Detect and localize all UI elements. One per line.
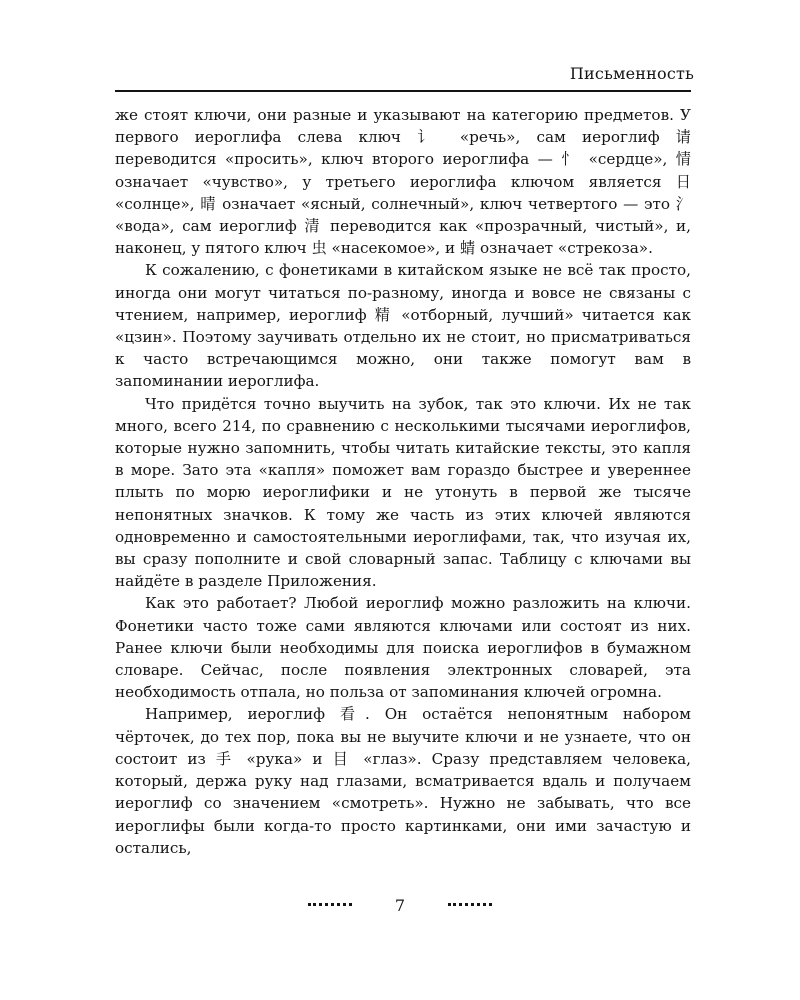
header-rule: [115, 90, 691, 92]
paragraph-how-it-works: Как это работает? Любой иероглиф можно разложить на ключи. Фонетики часто тоже сами являются ключами или состоят из них. Ранее ключи были необходимы для поиска иероглифов в бумажном словаре. Сейчас, после появления электронных словарей, эта необходимость отпала, но польза от запоминания ключей огромна.: [115, 594, 691, 702]
page-footer: [0, 896, 800, 915]
paragraph-phonetics: К сожалению, с фонетиками в китайском языке не всё так просто, иногда они могут читаться по-разному, иногда и вовсе не связаны с чтением, например, иероглиф 精 «отборный, лучший» читается как «цзин». Поэтому заучивать отдельно их не стоит, но присматриваться к часто встречающимся можно, они также помогут вам в запоминании иероглифа.: [115, 261, 691, 391]
running-header: Письменность: [569, 64, 694, 83]
page-number: 7: [394, 896, 406, 915]
paragraph-continued: же стоят ключи, они разные и указывают на категорию предметов. У первого иероглифа слева ключ 讠 «речь», сам иероглиф 请 переводится «просить», ключ второго иероглифа — 忄 «сердце», 情 означает «чувство», у третьего иероглифа ключом является 日 «солнце», 晴 означает «ясный, солнечный», ключ четвертого — это 氵 «вода», сам иероглиф 清 переводится как «прозрачный, чистый», и, наконец, у пятого ключ 虫 «насекомое», и 蜻 означает «стрекоза».: [115, 106, 691, 258]
paragraph-radicals: Что придётся точно выучить на зубок, так это ключи. Их не так много, всего 214, по сравнению с несколькими тысячами иероглифов, которые нужно запомнить, чтобы читать китайские тексты, это капля в море. Зато эта «капля» поможет вам гораздо быстрее и увереннее плыть по морю иероглифики и не утонуть в первой же тысяче непонятных значков. К тому же часть из этих ключей являются одновременно и самостоятельными иероглифами, так, что изучая их, вы сразу пополните и свой словарный запас. Таблицу с ключами вы найдёте в разделе Приложения.: [115, 394, 691, 591]
paragraph-example: Например, иероглиф 看. Он остаётся непонятным набором чёрточек, до тех пор, пока вы не выучите ключи и не узнаете, что он состоит из 手 «рука» и 目 «глаз». Сразу представляем человека, который, держа руку над глазами, всматривается вдаль и получаем иероглиф со значением «смотреть». Нужно не забывать, что все иероглифы были когда-то просто картинками, они ими зачастую и остались,: [115, 705, 691, 857]
footer-dots-right: [448, 903, 492, 906]
body-text: [115, 104, 691, 859]
footer-dots-left: [308, 903, 352, 906]
